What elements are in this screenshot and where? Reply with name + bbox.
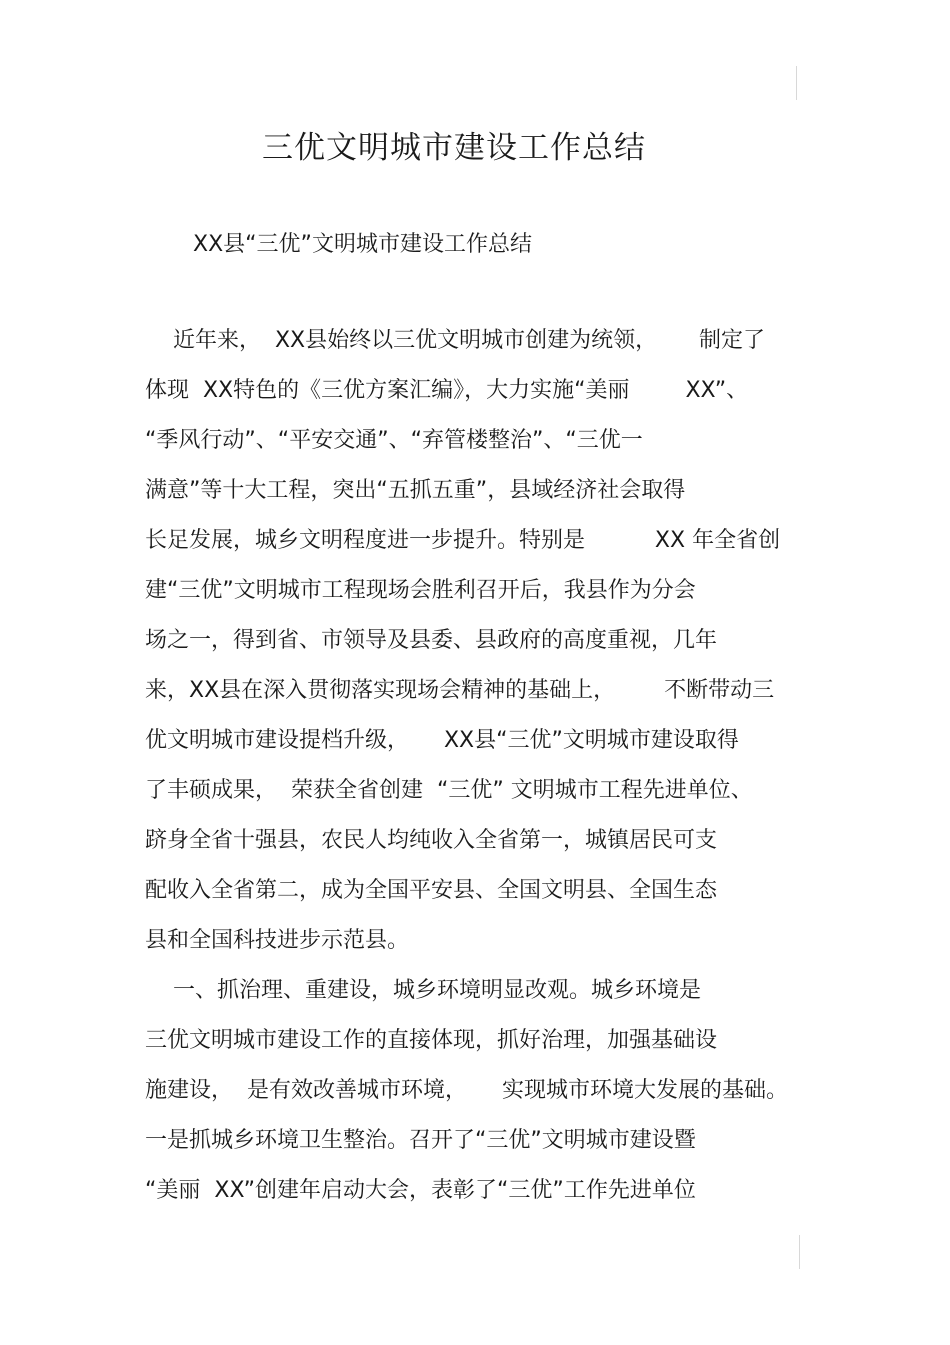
body-line: 了丰硕成果， 荣获全省创建 “三优” 文明城市工程先进单位、 (145, 778, 753, 803)
body-line: 满意”等十大工程，突出“五抓五重”，县域经济社会取得 (145, 478, 686, 503)
body-line: 跻身全省十强县，农民人均纯收入全省第一，城镇居民可支 (145, 828, 718, 853)
body-line: 近年来， XX县始终以三优文明城市创建为统领， 制定了 (145, 328, 766, 353)
body-line: 建“三优”文明城市工程现场会胜利召开后，我县作为分会 (145, 578, 696, 603)
body-line: 来，XX县在深入贯彻落实现场会精神的基础上， 不断带动三 (145, 678, 775, 703)
body-line: 场之一，得到省、市领导及县委、县政府的高度重视，几年 (145, 628, 718, 653)
body-line: 配收入全省第二，成为全国平安县、全国文明县、全国生态 (145, 878, 718, 903)
body-line: 优文明城市建设提档升级， XX县“三优”文明城市建设取得 (145, 728, 739, 753)
document-title: 三优文明城市建设工作总结 (262, 130, 646, 166)
body-line: 体现 XX特色的《三优方案汇编》，大力实施“美丽 XX”、 (145, 378, 749, 403)
page-corner-mark-bottom (799, 1235, 800, 1269)
body-line: 一是抓城乡环境卫生整治。召开了“三优”文明城市建设暨 (145, 1128, 696, 1153)
body-line: “美丽 XX”创建年启动大会，表彰了“三优”工作先进单位 (145, 1178, 696, 1203)
body-line: “季风行动”、“平安交通”、“弃管楼整治”、“三优一 (145, 428, 643, 453)
body-line: 县和全国科技进步示范县。 (145, 928, 410, 953)
page-corner-mark-top (796, 66, 797, 100)
body-line: 施建设， 是有效改善城市环境， 实现城市环境大发展的基础。 (145, 1078, 788, 1103)
document-subtitle: XX县“三优”文明城市建设工作总结 (193, 232, 532, 257)
body-line: 长足发展，城乡文明程度进一步提升。特别是 XX 年全省创 (145, 528, 781, 553)
body-line: 一、抓治理、重建设，城乡环境明显改观。城乡环境是 (145, 978, 701, 1003)
body-line: 三优文明城市建设工作的直接体现，抓好治理，加强基础设 (145, 1028, 718, 1053)
